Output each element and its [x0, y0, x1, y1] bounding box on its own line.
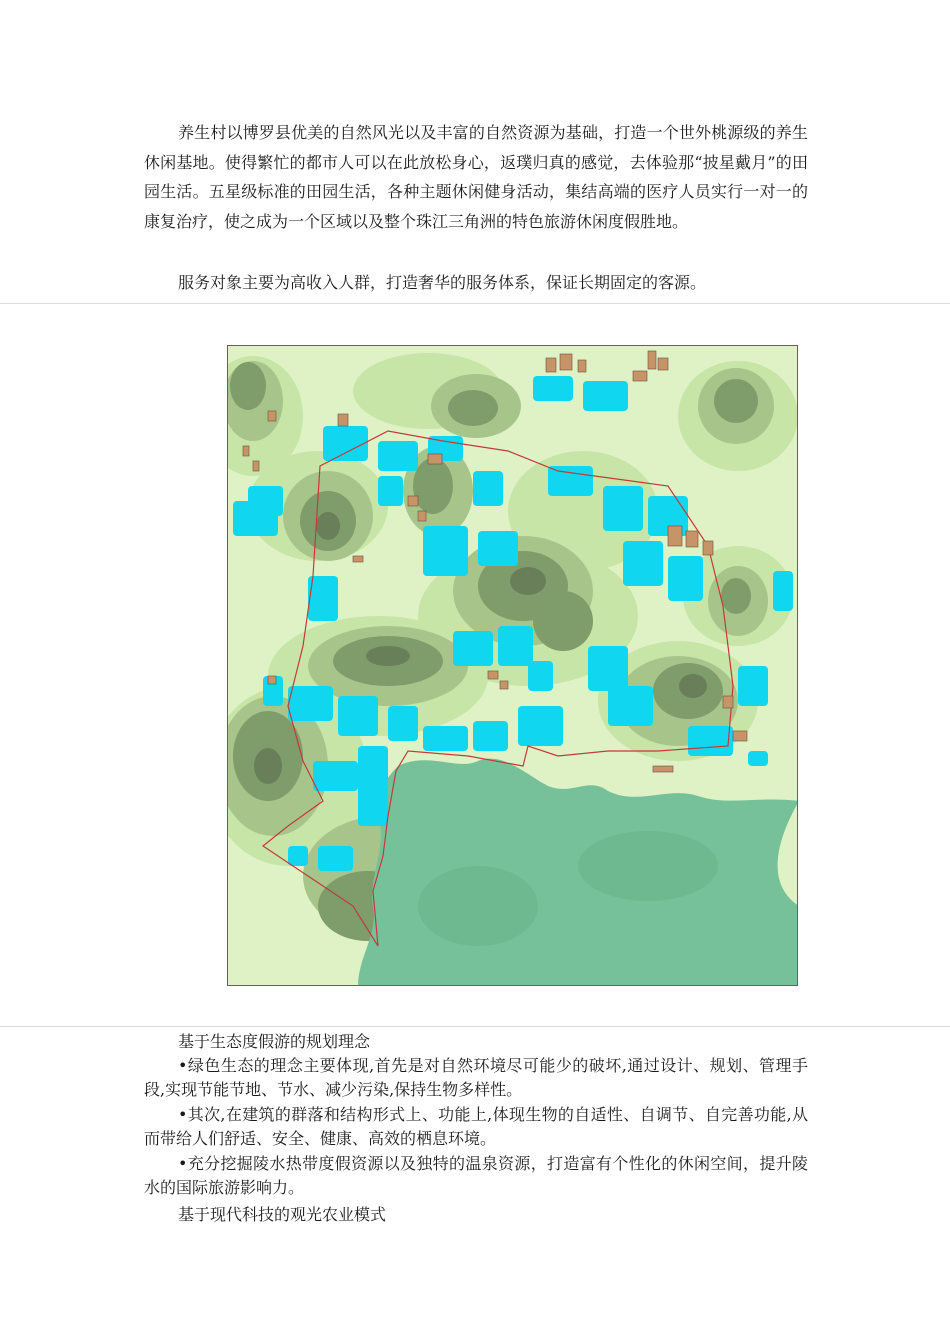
service-target-paragraph: 服务对象主要为高收入人群，打造奢华的服务体系，保证长期固定的客源。	[178, 273, 707, 292]
site-plan-map	[227, 345, 798, 986]
concept-heading: 基于生态度假游的规划理念	[178, 1032, 371, 1051]
concept-bullet: •充分挖掘陵水热带度假资源以及独特的温泉资源，打造富有个性化的休闲空间，提升陵水的国际旅游影响力。	[144, 1154, 808, 1197]
concept-bullet: •其次,在建筑的群落和结构形式上、功能上,体现生物的自适性、自调节、自完善功能,从而带给人们舒适、安全、健康、高效的栖息环境。	[144, 1105, 808, 1148]
concept-bullet: •绿色生态的理念主要体现,首先是对自然环境尽可能少的破坏,通过设计、规划、管理手段,实现节能节地、节水、减少污染,保持生物多样性。	[144, 1056, 808, 1099]
site-plan-map-graphic	[228, 346, 798, 986]
divider	[0, 303, 950, 304]
intro-paragraph: 养生村以博罗县优美的自然风光以及丰富的自然资源为基础，打造一个世外桃源级的养生休闲基地。使得繁忙的都市人可以在此放松身心，返璞归真的感觉，去体验那“披星戴月”的田园生活。五星级标准的田园生活，各种主题休闲健身活动，集结高端的医疗人员实行一对一的康复治疗，使之成为一个区域以及整个珠江三角洲的特色旅游休闲度假胜地。	[144, 123, 808, 231]
agriculture-heading: 基于现代科技的观光农业模式	[178, 1205, 387, 1224]
divider	[0, 1026, 950, 1027]
